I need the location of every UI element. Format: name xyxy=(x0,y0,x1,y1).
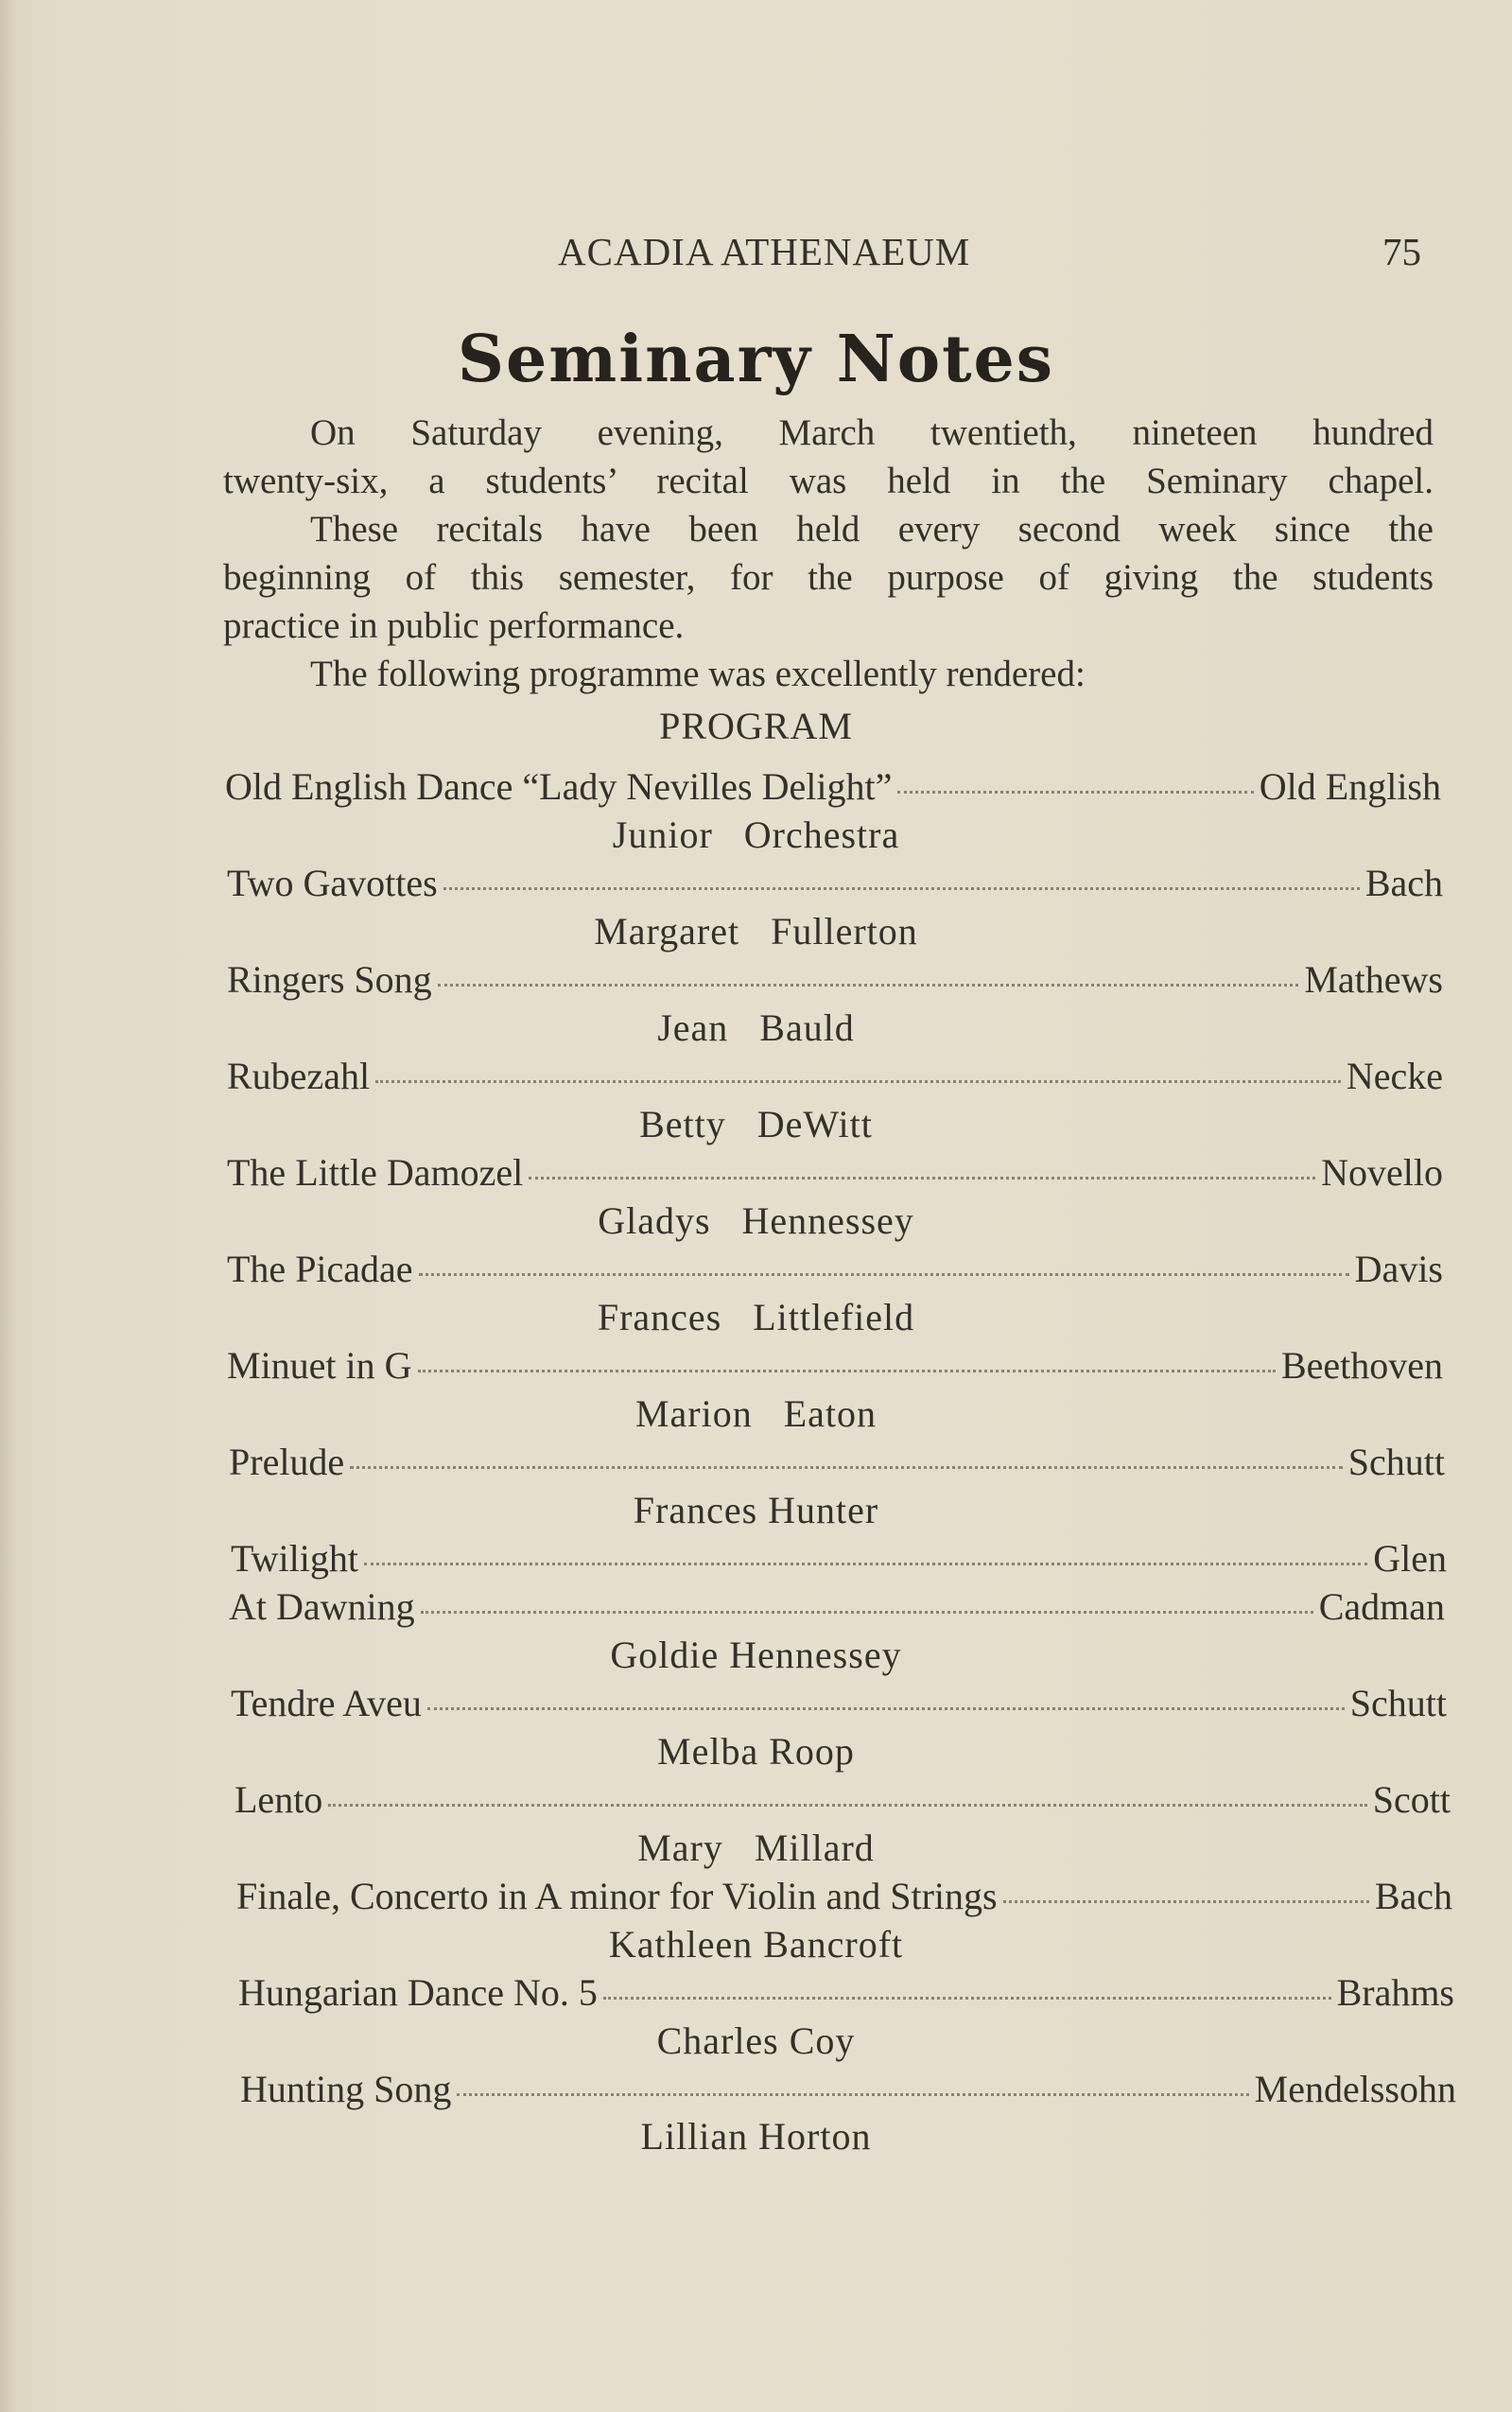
piece-title: Old English Dance “Lady Nevilles Delight” xyxy=(225,765,893,808)
composer-name: Bach xyxy=(1364,862,1443,904)
program-entry xyxy=(229,1584,1445,1632)
program-entry xyxy=(238,1970,1454,2018)
dot-leader xyxy=(419,1273,1349,1276)
piece-title: Tendre Aveu xyxy=(231,1682,422,1724)
composer-name: Mathews xyxy=(1304,958,1443,1001)
program-entry xyxy=(227,1343,1443,1390)
composer-name: Old English xyxy=(1259,765,1441,808)
program-entry xyxy=(235,1777,1451,1825)
performer-name: Gladys Hennessey xyxy=(598,1199,914,1242)
performer-name: Mary Millard xyxy=(637,1826,875,1869)
dot-leader xyxy=(457,2093,1248,2096)
performer-name: Margaret Fullerton xyxy=(594,910,918,953)
composer-name: Davis xyxy=(1354,1248,1443,1290)
dot-leader xyxy=(897,791,1253,794)
composer-name: Mendelssohn xyxy=(1254,2068,1456,2110)
piece-title: Minuet in G xyxy=(227,1344,412,1387)
intro-paragraph-2 xyxy=(223,505,1434,650)
piece-title: Two Gavottes xyxy=(227,862,438,904)
performer-name: Lillian Horton xyxy=(640,2115,872,2158)
composer-name: Novello xyxy=(1321,1151,1443,1194)
page-number: 75 xyxy=(1382,230,1421,273)
program-entry xyxy=(227,1150,1443,1197)
dot-leader xyxy=(443,887,1360,890)
dot-leader xyxy=(603,1997,1331,2000)
dot-leader xyxy=(427,1707,1345,1710)
dot-leader xyxy=(438,984,1299,987)
piece-title: At Dawning xyxy=(229,1585,415,1628)
performer-name: Frances Hunter xyxy=(633,1489,879,1531)
composer-name: Bach xyxy=(1374,1875,1452,1917)
performer-name: Charles Coy xyxy=(656,2019,856,2062)
dot-leader xyxy=(1003,1900,1369,1903)
paragraph-line: twenty-six, a students’ recital was held in the Seminary chapel. xyxy=(223,461,1434,501)
dot-leader xyxy=(418,1370,1276,1372)
program-heading: PROGRAM xyxy=(659,705,853,747)
performer-name: Junior Orchestra xyxy=(612,813,900,856)
piece-title: Lento xyxy=(235,1778,323,1821)
piece-title: The Little Damozel xyxy=(227,1151,524,1194)
piece-title: Prelude xyxy=(229,1441,345,1483)
section-title: Seminary Notes xyxy=(457,322,1055,397)
paragraph-line: These recitals have been held every second week since the xyxy=(310,509,1434,550)
program-entry xyxy=(231,1681,1447,1728)
program-entry xyxy=(225,764,1441,812)
composer-name: Scott xyxy=(1372,1778,1451,1821)
composer-name: Necke xyxy=(1346,1055,1443,1097)
performer-name: Goldie Hennessey xyxy=(610,1634,902,1676)
dot-leader xyxy=(375,1080,1341,1083)
piece-title: Finale, Concerto in A minor for Violin and Strings xyxy=(236,1875,998,1917)
program-entry xyxy=(227,957,1443,1005)
program-entry xyxy=(227,1054,1443,1101)
paragraph-line: practice in public performance. xyxy=(223,605,685,646)
performer-name: Melba Roop xyxy=(657,1730,855,1773)
piece-title: Hunting Song xyxy=(240,2068,452,2110)
running-head-title: ACADIA ATHENAEUM xyxy=(558,230,971,273)
program-entry xyxy=(229,1440,1445,1487)
performer-name: Betty DeWitt xyxy=(639,1103,873,1145)
performer-name: Marion Eaton xyxy=(634,1392,878,1435)
composer-name: Brahms xyxy=(1336,1971,1454,2014)
performer-name: Jean Bauld xyxy=(657,1006,855,1049)
composer-name: Schutt xyxy=(1347,1441,1445,1483)
dot-leader xyxy=(328,1804,1366,1807)
program-entry xyxy=(240,2067,1456,2114)
program-entry xyxy=(236,1874,1452,1921)
dot-leader xyxy=(421,1611,1313,1614)
composer-name: Beethoven xyxy=(1280,1344,1443,1387)
piece-title: Hungarian Dance No. 5 xyxy=(238,1971,598,2014)
program-entry xyxy=(227,861,1443,908)
intro-paragraph-3 xyxy=(223,650,1434,698)
piece-title: Twilight xyxy=(231,1537,358,1580)
paragraph-line: beginning of this semester, for the purpose of giving the students xyxy=(223,557,1434,598)
program-entry xyxy=(227,1247,1443,1294)
composer-name: Glen xyxy=(1373,1537,1447,1580)
piece-title: Rubezahl xyxy=(227,1055,371,1097)
paragraph-line: The following programme was excellently rendered: xyxy=(310,654,1086,694)
composer-name: Schutt xyxy=(1349,1682,1447,1724)
piece-title: The Picadae xyxy=(227,1248,413,1290)
program-entry xyxy=(231,1536,1447,1583)
dot-leader xyxy=(350,1466,1343,1469)
dot-leader xyxy=(364,1563,1367,1565)
paragraph-line: On Saturday evening, March twentieth, nineteen hundred xyxy=(310,412,1434,453)
dot-leader xyxy=(529,1177,1315,1180)
performer-name: Frances Littlefield xyxy=(597,1296,915,1338)
composer-name: Cadman xyxy=(1318,1585,1445,1628)
intro-paragraph-1 xyxy=(223,409,1434,505)
piece-title: Ringers Song xyxy=(227,958,432,1001)
performer-name: Kathleen Bancroft xyxy=(608,1923,904,1966)
